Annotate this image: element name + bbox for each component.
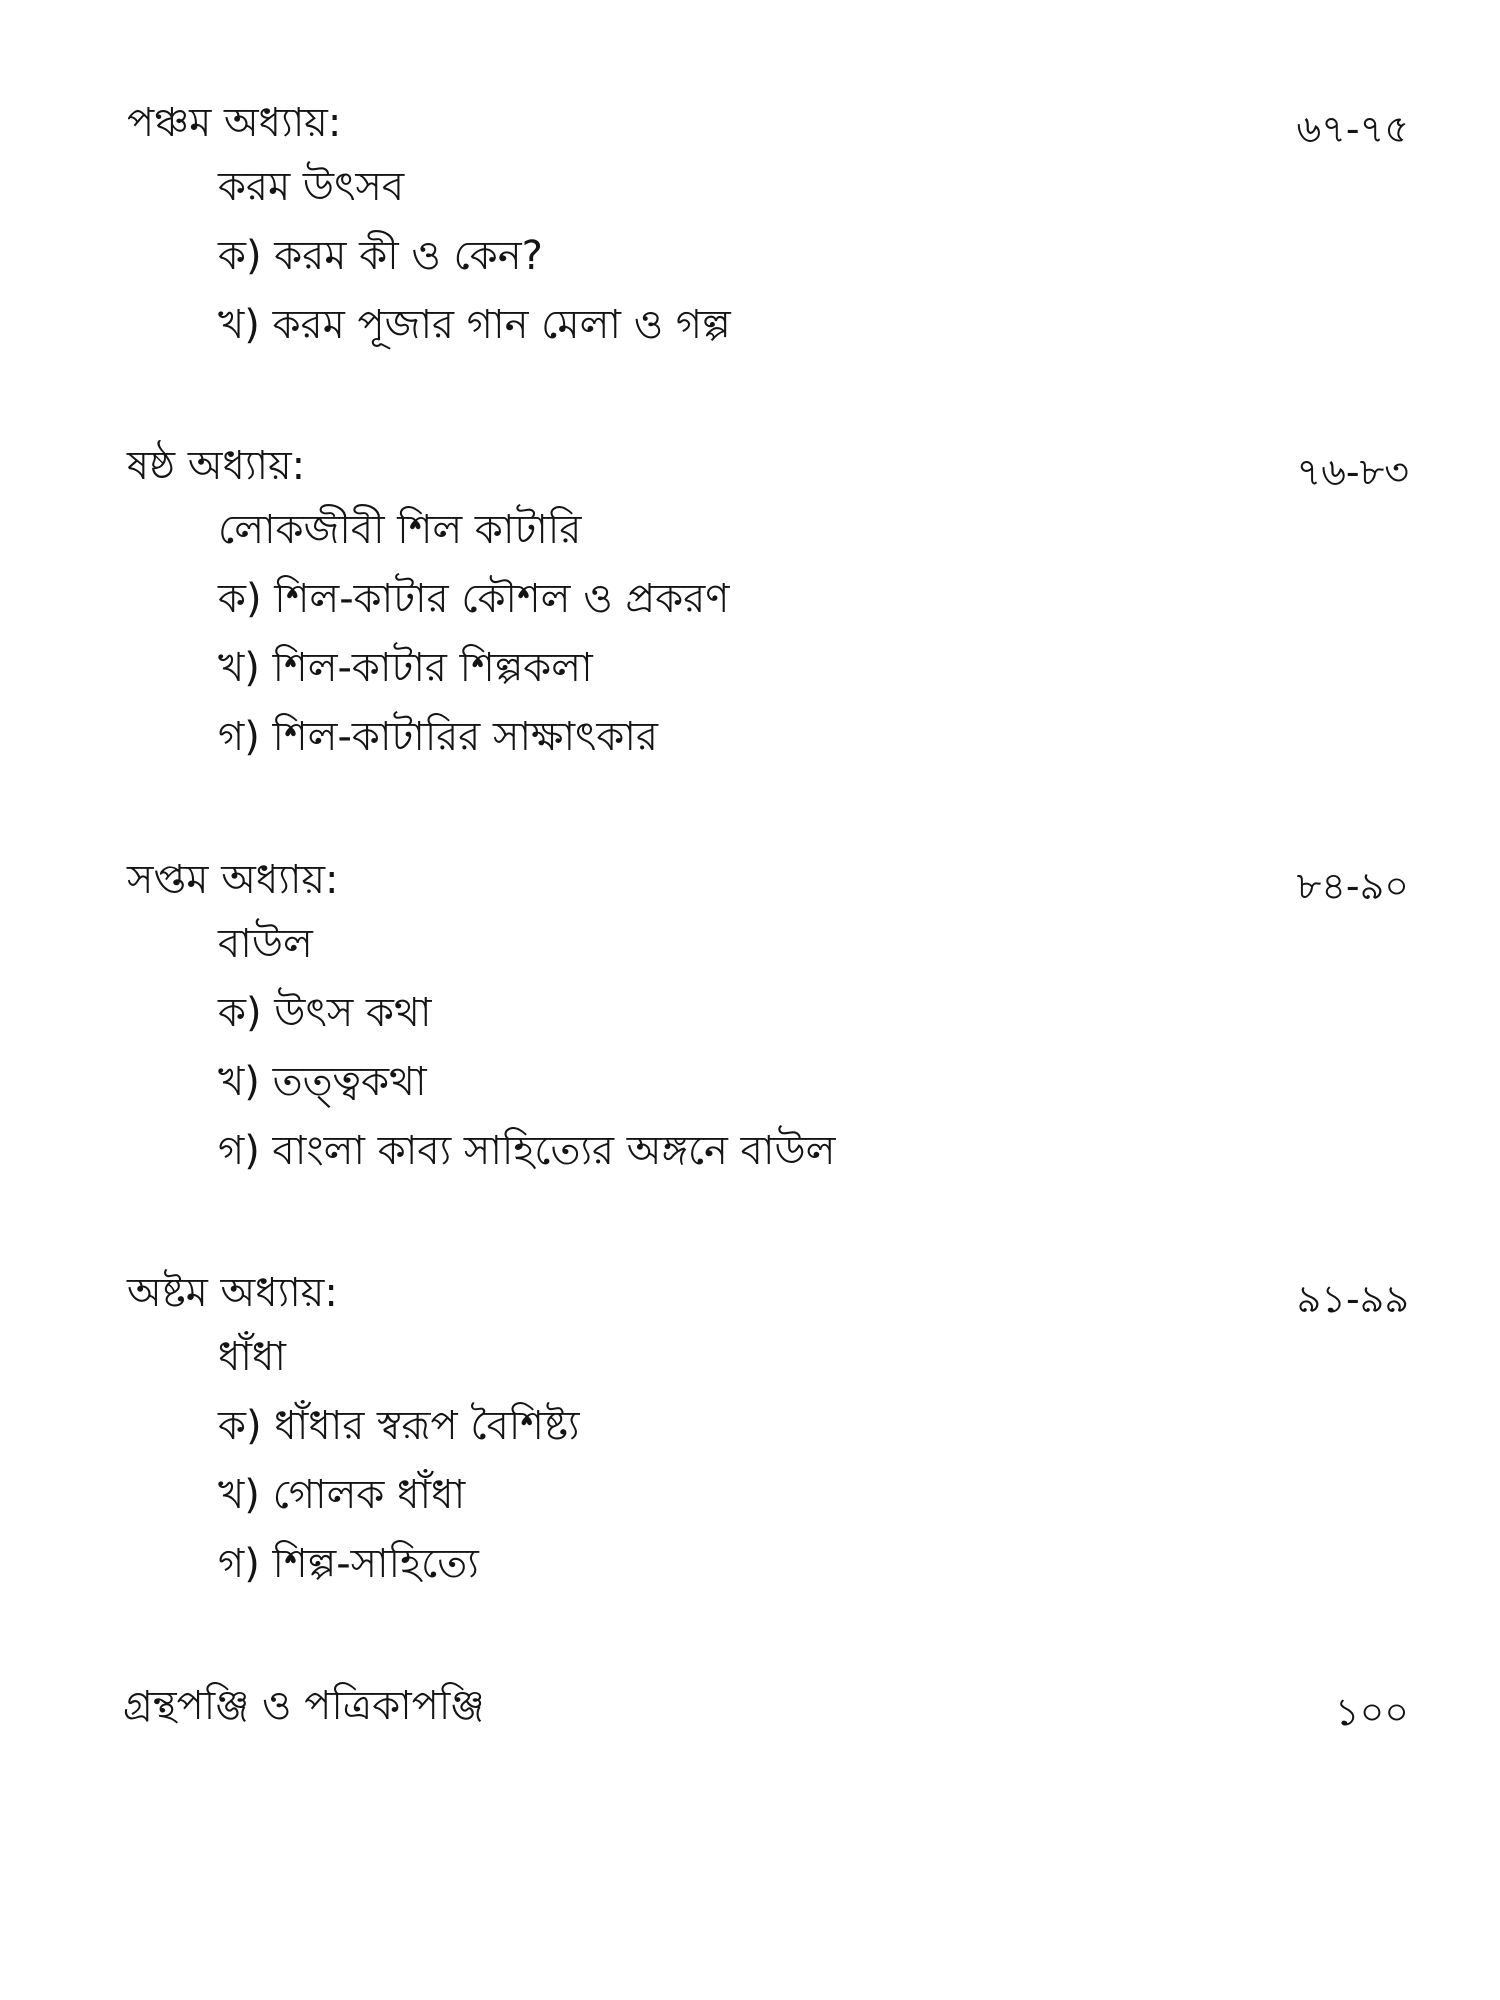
list-item: গ) শিল-কাটারির সাক্ষাৎকার: [218, 714, 659, 760]
list-item: ক) উৎস কথা: [218, 990, 432, 1036]
bibliography-heading: গ্রন্থপঞ্জি ও পত্রিকাপঞ্জি: [123, 1683, 485, 1729]
chapter-entry-list: [218, 159, 731, 366]
chapter-heading: সপ্তম অধ্যায়:: [127, 857, 339, 903]
list-item: খ) গোলক ধাঁধা: [218, 1472, 466, 1518]
list-item: খ) শিল-কাটার শিল্পকলা: [218, 645, 593, 691]
chapter-heading: অষ্টম অধ্যায়:: [127, 1270, 338, 1316]
list-item: গ) শিল্প-সাহিত্যে: [218, 1541, 479, 1587]
list-item: খ) করম পূজার গান মেলা ও গল্প: [218, 302, 731, 348]
chapter-title: বাউল: [218, 921, 313, 967]
chapter-heading: পঞ্চম অধ্যায়:: [127, 100, 342, 146]
list-item: গ) বাংলা কাব্য সাহিত্যের অঙ্গনে বাউল: [218, 1128, 836, 1174]
chapter-entry-list: [218, 502, 729, 778]
chapter-title: ধাঁধা: [218, 1334, 287, 1380]
chapter-page-range: ৭৬-৮৩: [1296, 450, 1409, 494]
list-item: ক) করম কী ও কেন?: [218, 233, 543, 279]
chapter-entry-list: [218, 916, 835, 1192]
chapter-heading: ষষ্ঠ অধ্যায়:: [127, 443, 306, 489]
list-item: ক) শিল-কাটার কৌশল ও প্রকরণ: [218, 576, 730, 622]
bibliography-page-number: ১০০: [1334, 1690, 1409, 1734]
chapter-page-range: ৮৪-৯০: [1296, 864, 1409, 908]
list-item: খ) তত্ত্বকথা: [218, 1059, 427, 1105]
chapter-title: লোকজীবী শিল কাটারি: [218, 507, 582, 553]
chapter-page-range: ৬৭-৭৫: [1296, 107, 1409, 151]
list-item: ক) ধাঁধার স্বরূপ বৈশিষ্ট্য: [218, 1403, 580, 1449]
chapter-entry-list: [218, 1329, 580, 1605]
chapter-page-range: ৯১-৯৯: [1296, 1277, 1409, 1321]
chapter-title: করম উৎসব: [218, 164, 405, 210]
